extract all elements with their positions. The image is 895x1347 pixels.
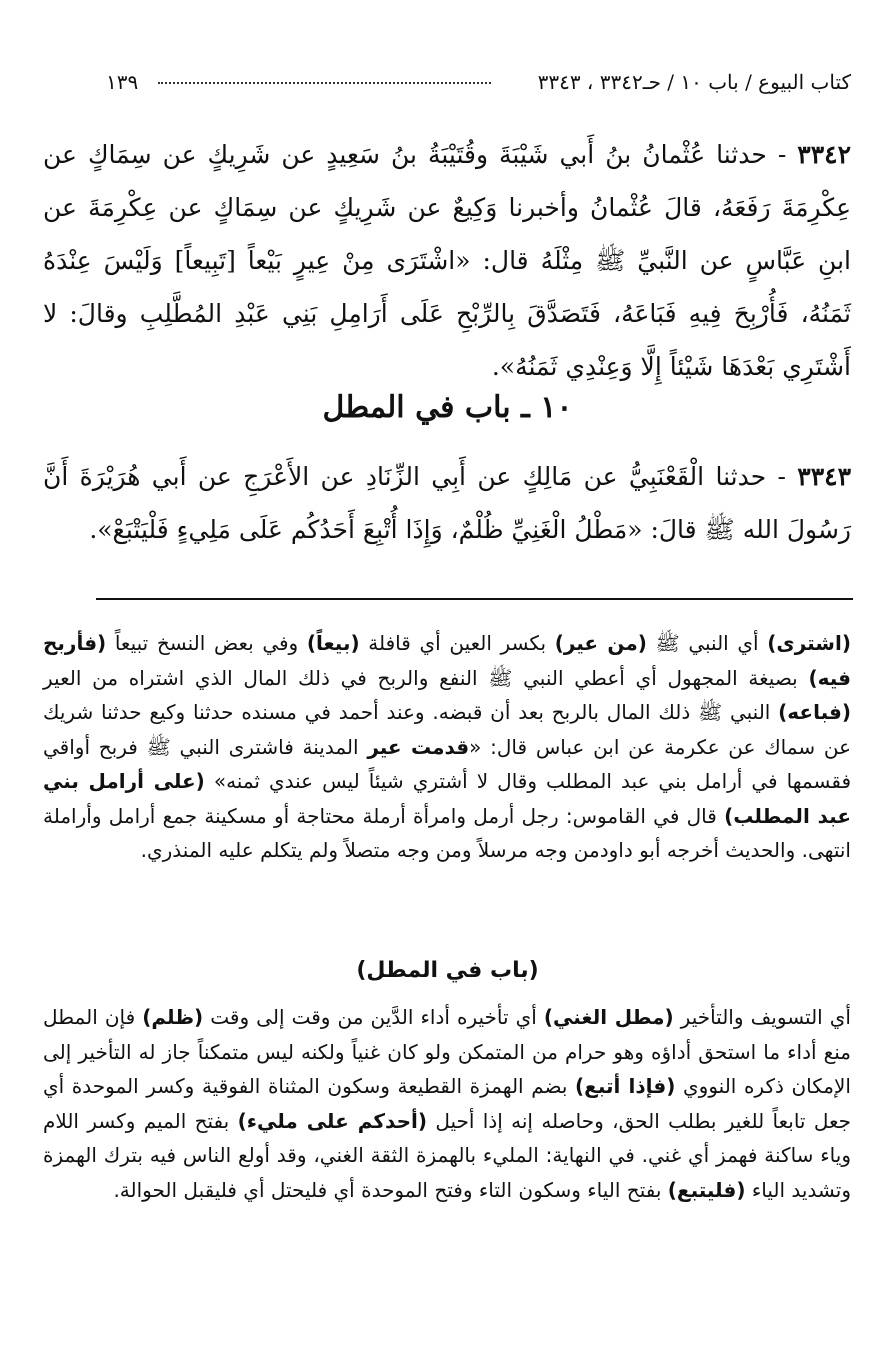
commentary-text: بصيغة المجهول أي أعطي النبي ﷺ النفع والربح في ذلك المال الذي اشتراه من العير [43,665,809,690]
keyword: (فباعه) [778,700,851,724]
commentary-text: المدينة فاشترى النبي ﷺ فربح أواقي فقسمها في أرامل بني عبد المطلب وقال لا أشتري شيئاً ليس عندي ثمنه» [43,734,852,793]
commentary-text: قال في القاموس: رجل أرمل وامرأة أرملة محتاجة أو مسكينة جمع أرامل وأراملة انتهى. والحديث أخرجه أبو داودمن وجه مرسلاً ومن وجه متصلاً ولم يتكلم عليه المنذري. [43,803,851,862]
page-number: ١٣٩ [106,70,139,94]
commentary-paragraph-2 [43,1000,851,1207]
commentary-text: فإن المطل منع أداء ما استحق أداؤه وهو حرام من المتمكن ولو كان غنياً ولكنه ليس متمكناً جاز له التأخير إلى الإمكان ذكره النووي [43,1005,851,1098]
hadith-number: ٣٣٤٣ [797,462,851,491]
commentary-text: وفي بعض النسخ تبيعاً [106,631,307,655]
commentary-text: بفتح الياء وسكون التاء وفتح الموحدة أي فليحتل أي فليقبل الحوالة. [113,1177,668,1202]
commentary-text: بضم الهمزة القطيعة وسكون المثناة الفوقية وكسر الموحدة أي جعل تابعاً للغير بطلب الحق، وحاصله إنه إذا أحيل [43,1074,851,1133]
hadith-number: ٣٣٤٢ [797,140,851,169]
keyword: (من عير) [554,631,647,655]
commentary-paragraph-1 [43,626,851,868]
commentary-text: أي تأخيره أداء الدَّين من وقت إلى وقت [203,1005,544,1029]
keyword: (فليتبع) [667,1177,746,1202]
footnote-divider [96,598,853,600]
commentary-text: أي التسويف والتأخير [673,1005,851,1029]
commentary-text: النبي ﷺ ذلك المال بالربح بعد أن قبضه. وعند أحمد في مسنده حدثنا وكيع حدثنا شريك عن سماك عن عكرمة عن ابن عباس قال: « [43,700,852,759]
keyword: (مطل الغني) [543,1005,674,1029]
keyword: (اشترى) [767,631,851,655]
keyword: (أحدكم على مليء) [237,1108,427,1133]
keyword: (على أرامل بني عبد المطلب) [43,769,852,828]
running-header [96,70,851,100]
header-dot-leader [158,82,491,84]
commentary-text: بفتح الميم وكسر اللام وياء ساكنة فهمز أي غني. في النهاية: المليء بالهمزة الثقة الغني، وقد أولع الناس فيه بترك الهمزة وتشديد الياء [43,1108,851,1202]
running-title: كتاب البيوع / باب ١٠ / حـ٣٣٤٢ ، ٣٣٤٣ [537,70,851,94]
hadith-3342 [43,128,851,393]
hadith-text: - حدثنا الْقَعْنَبِيُّ عن مَالِكٍ عن أَبِي الزِّنَادِ عن الأَعْرَجِ عن أَبي هُرَيْرَةَ أَنَّ رَسُولَ الله ﷺ قالَ: «مَطْلُ الْغَنِيِّ ظُلْمٌ، وَإِذَا أُتْبِعَ أَحَدُكُم عَلَى مَلِيءٍ فَلْيَتْبَعْ». [43,462,851,544]
keyword: قدمت عير [367,734,470,759]
commentary-text: أي النبي ﷺ [646,631,768,655]
hadith-3343 [43,450,851,556]
hadith-text: - حدثنا عُثْمانُ بنُ أَبي شَيْبَةَ وقُتَيْبَةُ بنُ سَعِيدٍ عن شَرِيكٍ عن سِمَاكٍ عن عِكْرِمَةَ رَفَعَهُ، قالَ عُثْمانُ وأخبرنا وَكِيعٌ عن شَرِيكٍ عن سِمَاكٍ عن عِكْرِمَةَ عن ابنِ عَبَّاسٍ عن النَّبيِّ ﷺ مِثْلَهُ قال: «اشْتَرَى مِنْ عِيرٍ بَيْعاً [تَبِيعاً] وَلَيْسَ عِنْدَهُ ثَمَنُهُ، فَأُرْبِحَ فِيهِ فَبَاعَهُ، فَتَصَدَّقَ بِالرِّبْحِ عَلَى أَرَامِلِ بَنِي عَبْدِ المُطَّلِبِ وقالَ: لا أَشْتَرِي بَعْدَهَا شَيْئاً إِلَّا وَعِنْدِي ثَمَنُهُ». [43,140,851,381]
keyword: (فإذا أتبع) [575,1074,676,1098]
keyword: (فأربح فيه) [43,631,851,690]
commentary-text: بكسر العين أي قافلة [359,631,555,655]
commentary-heading: (باب في المطل) [356,958,539,983]
keyword: (بيعاً) [306,631,360,655]
chapter-title: ١٠ ـ باب في المطل [322,390,573,425]
keyword: (ظلم) [142,1005,204,1029]
